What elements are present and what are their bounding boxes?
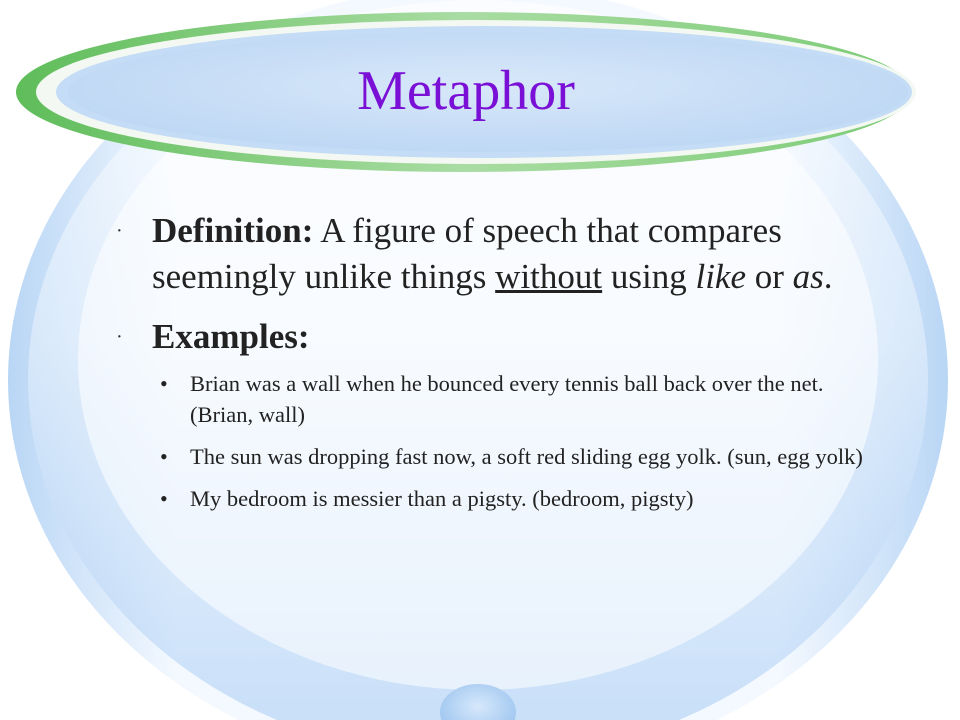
definition-text-3: or [746, 257, 793, 296]
definition-underlined-word: without [495, 257, 603, 296]
sub-bullet-icon: • [160, 486, 168, 511]
bullet-dot-icon: · [116, 220, 123, 242]
example-item [160, 368, 888, 430]
definition-text-2: using [602, 257, 696, 296]
definition-label: Definition: [152, 211, 314, 250]
slide-body [108, 208, 888, 525]
example-item [160, 483, 888, 514]
examples-bullet [108, 314, 888, 360]
definition-italic-like: like [695, 257, 747, 296]
example-text: The sun was dropping fast now, a soft red sliding egg yolk. (sun, egg yolk) [190, 444, 863, 469]
bullet-dot-icon: · [116, 326, 123, 348]
examples-label: Examples: [152, 317, 310, 356]
definition-text-1: A figure of speech that compares seemingly unlike things [152, 211, 782, 296]
sub-bullet-icon: • [160, 371, 168, 396]
example-text: My bedroom is messier than a pigsty. (bedroom, pigsty) [190, 486, 694, 511]
definition-bullet [108, 208, 888, 300]
sub-bullet-icon: • [160, 444, 168, 469]
example-item [160, 441, 888, 472]
slide-title: Metaphor [357, 60, 575, 122]
definition-text-4: . [823, 257, 833, 296]
definition-italic-as: as [792, 257, 824, 296]
example-text: Brian was a wall when he bounced every tennis ball back over the net. (Brian, wall) [190, 371, 824, 427]
